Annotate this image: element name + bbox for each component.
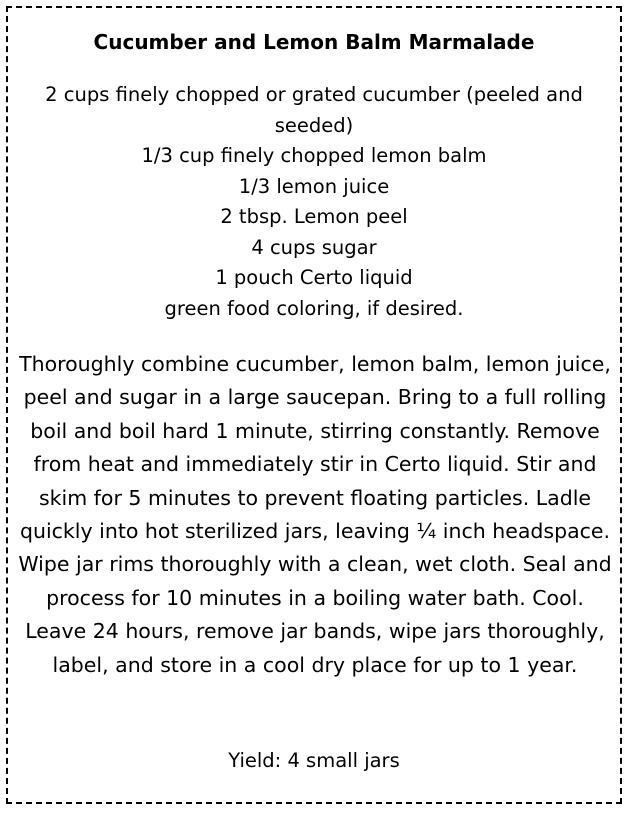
- ingredient-item: green food coloring, if desired.: [164, 296, 464, 320]
- recipe-title: Cucumber and Lemon Balm Marmalade: [93, 30, 535, 54]
- ingredient-item: 2 tbsp. Lemon peel: [220, 205, 408, 228]
- recipe-yield: Yield: 4 small jars: [228, 749, 400, 772]
- ingredient-item: 1 pouch Certo liquid: [215, 266, 413, 289]
- ingredient-item: 1/3 lemon juice: [238, 174, 390, 198]
- ingredient-item: 2 cups finely chopped or grated cucumber (peeled and seeded): [45, 83, 583, 137]
- recipe-directions: Thoroughly combine cucumber, lemon balm, lemon juice, peel and sugar in a large saucepan. Bring to a full rolling boil and boil hard 1 minute, stirring constantly. Remove from heat and immediately stir in Certo liquid. Stir and skim for 5 minutes to prevent floating particles. Ladle quickly into hot sterilized jars, leaving ¼ inch headspace. Wipe jar rims thoroughly with a clean, wet cloth. Seal and process for 10 minutes in a boiling water bath. Cool. Leave 24 hours, remove jar bands, wipe jars thoroughly, label, and store in a cool dry place for up to 1 year.: [18, 352, 612, 677]
- recipe-card: [6, 6, 622, 804]
- ingredient-list: [28, 80, 600, 324]
- ingredient-item: 1/3 cup finely chopped lemon balm: [141, 144, 487, 167]
- ingredient-item: 4 cups sugar: [251, 235, 377, 259]
